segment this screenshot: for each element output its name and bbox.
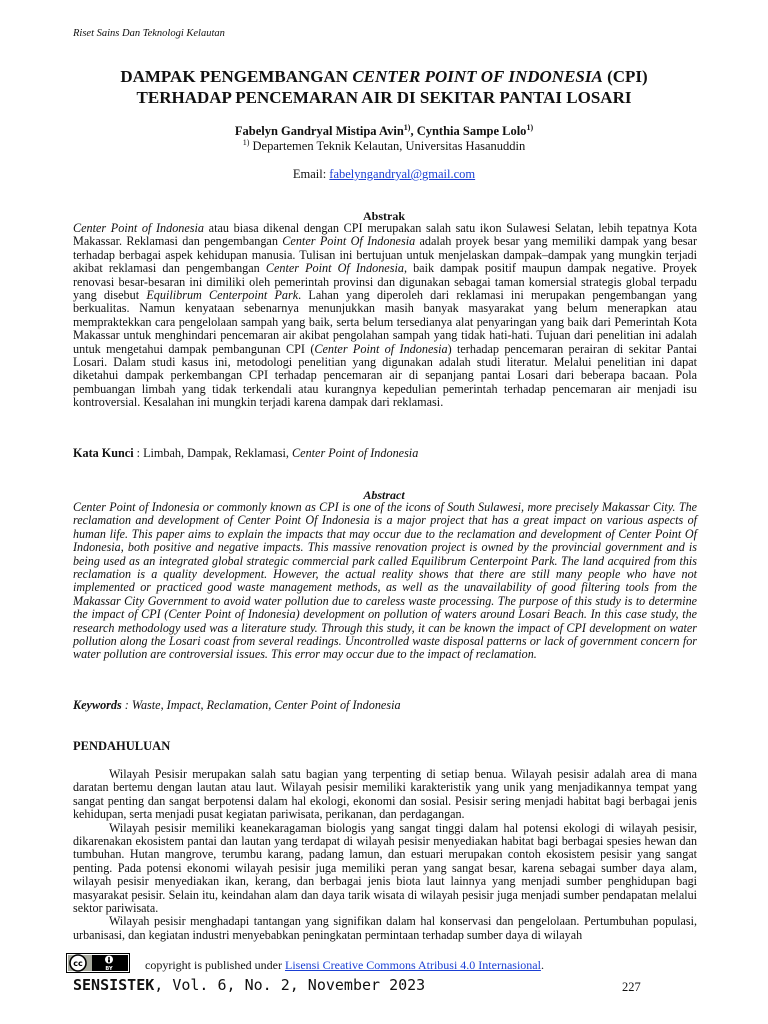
journal-volume: , Vol. 6, No. 2, November 2023 xyxy=(154,976,426,994)
title-line1-italic: CENTER POINT OF INDONESIA xyxy=(352,67,603,86)
page-number: 227 xyxy=(622,980,641,994)
keywords-id-separator: : xyxy=(133,446,144,460)
keywords-id xyxy=(73,446,697,461)
abstract-en-heading: Abstract xyxy=(363,488,405,502)
title-line2: TERHADAP PENCEMARAN AIR DI SEKITAR PANTAI LOSARI xyxy=(136,88,632,107)
author-separator: , xyxy=(410,124,417,139)
abstract-id-italic-2: Center Point Of Indonesia xyxy=(282,234,416,249)
affiliation-mark: 1) xyxy=(242,138,250,147)
paper-title xyxy=(60,66,708,108)
email-line xyxy=(60,167,708,182)
email-link[interactable]: fabelyngandryal@gmail.com xyxy=(329,167,476,181)
author-list xyxy=(60,123,708,139)
copyright-notice xyxy=(145,958,544,973)
author-2-affiliation-mark: 1) xyxy=(526,123,534,132)
introduction-body xyxy=(73,768,697,942)
journal-name: SENSISTEK xyxy=(73,976,155,994)
keywords-id-terms-italic: Center Point of Indonesia xyxy=(292,446,419,460)
abstract-id-part-2: adalah proyek besar yang memiliki dampak yang besar terhadap berbagai aspek kehidupan manusia. Tulisan ini bertujuan untuk menjelaskan dampak–dampak yang mungkin terjadi akibat reklamasi dan pengembangan xyxy=(73,234,697,276)
email-label: Email: xyxy=(292,167,330,181)
author-2: Cynthia Sampe Lolo xyxy=(416,124,527,139)
keywords-en xyxy=(73,698,697,713)
abstract-id-part-4: . Lahan yang diperoleh dari reklamasi ini merupakan pengembangan yang berkualitas. Namun kenyataan sebenarnya menunjukkan masih banyak masyarakat yang belum menerapkan atau mempraktekkan cara pengelolaan sampah yang baik, serta belum tersedianya alat penyaringan yang baik dari Pemerintah Kota Makassar untuk menghindari pencemaran air akibat pengolahan sampah yang tidak hati-hati. Tujuan dari penelitian ini adalah untuk mengetahui dampak pembangunan CPI ( xyxy=(73,288,697,356)
author-1: Fabelyn Gandryal Mistipa Avin xyxy=(234,124,404,139)
journal-citation xyxy=(73,976,425,994)
license-link[interactable]: Lisensi Creative Commons Atribusi 4.0 Internasional xyxy=(284,958,541,972)
by-icon-label: BY xyxy=(105,966,113,972)
abstract-id-italic-4: Equilibrum Centerpoint Park xyxy=(146,288,299,303)
keywords-en-terms: Waste, Impact, Reclamation, Center Point of Indonesia xyxy=(131,698,401,712)
author-1-affiliation-mark: 1) xyxy=(403,123,411,132)
keywords-en-separator: : xyxy=(121,698,132,712)
title-line1-suffix: (CPI) xyxy=(602,67,648,86)
section-heading: PENDAHULUAN xyxy=(73,739,171,753)
keywords-en-label: Keywords xyxy=(73,698,122,712)
paragraph: Wilayah Pesisir merupakan salah satu bagian yang terpenting di setiap benua. Wilayah pesisir adalah area di mana daratan bertemu dengan lautan atau laut. Wilayah pesisir memiliki karakteristik yang unik yang menjadikannya tempat yang sangat penting dan sangat berpotensi dalam hal ekologi, ekonomi dan sosial. Pesisir sering menjadi habitat bagi berbagai jenis kehidupan, serta menjadi pusat kegiatan pariwisata, perikanan, dan perdagangan. xyxy=(73,767,697,822)
keywords-id-label: Kata Kunci xyxy=(73,446,134,460)
abstract-id-text xyxy=(73,222,697,410)
abstract-id-italic-3: Center Point Of Indonesia xyxy=(265,261,404,276)
affiliation xyxy=(60,138,708,154)
abstract-id-part-5: ) terhadap pencemaran perairan di sekitar Pantai Losari. Dalam studi kasus ini, metodologi penelitian yang digunakan adalah studi literatur. Melalui penelitian ini dapat diketahui dampak perkembangan CPI terhadap pencemaran air di sepanjang pantai Losari dari beberapa bacaan. Pola pembuangan limbah yang tidak terkendali atau kurangnya kepedulian pemerintah terhadap pencemaran air menjadi isu kontroversial. Kesalahan ini mungkin terjadi karena dampak dari reklamasi. xyxy=(73,341,697,410)
copyright-text: copyright is published under xyxy=(145,958,285,972)
abstract-id-italic-1: Center Point of Indonesia xyxy=(73,221,205,235)
copyright-end: . xyxy=(540,958,544,972)
abstract-en-text: Center Point of Indonesia or commonly known as CPI is one of the icons of South Sulawesi, more precisely Makassar City. The reclamation and development of Center Point Of Indonesia is a major project that has a great impact on various aspects of human life. This paper aims to explain the impacts that may occur due to the reclamation and development of Center Point Of Indonesia, both positive and negative impacts. This massive renovation project is owned by the provincial government and is being used as an integrated global strategic commercial park called Equilibrum Centerpoint Park. The land acquired from this reclamation is a quality development. However, the actual reality shows that there are still many people who have not implemented or practiced good waste management methods, as well as the unavailability of good filtering tools from the Makassar City Government to avoid water pollution due to careless waste processing. The purpose of this study is to determine the impact of CPI (Center Point of Indonesia) development on pollution of waters around Losari Beach. In this case study, the research methodology used was a literature study. Through this study, it can be known the impact of CPI development on water pollution along the Losari coast from several readings. Uncontrolled waste disposal patterns or lack of government concern for water pollution are controversial issues. This error may occur due to the impact of reclamation. xyxy=(73,500,697,662)
cc-icon-label: cc xyxy=(73,959,83,968)
abstract-id-part-3: , baik dampak positif maupun dampak negative. Proyek renovasi besar-besaran ini dimiliki oleh pemerintah provinsi dan digunakan sebagai taman komersial strategis global terpadu yang disebut xyxy=(73,261,697,303)
running-header: Riset Sains Dan Teknologi Kelautan xyxy=(73,28,225,39)
affiliation-text: Departemen Teknik Kelautan, Universitas Hasanuddin xyxy=(249,139,526,154)
abstract-id-italic-5: Center Point of Indonesia xyxy=(314,341,448,356)
abstract-id-part-1: atau biasa dikenal dengan CPI merupakan salah satu ikon Sulawesi Selatan, lebih tepatnya Kota Makassar. Reklamasi dan pengembangan xyxy=(73,221,698,249)
cc-by-license-icon[interactable] xyxy=(66,953,130,973)
abstract-id-heading: Abstrak xyxy=(362,209,405,223)
paragraph: Wilayah pesisir menghadapi tantangan yang signifikan dalam hal konservasi dan pengelolaan. Pertumbuhan populasi, urbanisasi, dan kegiatan industri menyebabkan peningkatan permintaan terhadap sumber daya di wilayah xyxy=(73,914,697,942)
title-line1-prefix: DAMPAK PENGEMBANGAN xyxy=(120,67,353,86)
paragraph: Wilayah pesisir memiliki keanekaragaman biologis yang sangat tinggi dalam hal potensi ekologi di wilayah pesisir, dikarenakan ekosistem pantai dan lautan yang terdapat di wilayah pesisir menyediakan habitat bagi berbagai spesies hewan dan tumbuhan. Hutan mangrove, terumbu karang, padang lamun, dan estuari merupakan contoh ekosistem pesisir yang sangat penting. Pada potensi ekonomi wilayah pesisir juga memiliki peran yang sangat besar, karena sebagai sumber daya alam, wilayah pesisir menyediakan ikan, kerang, dan berbagai jenis biota laut lainnya yang menjadi sumber penghidupan bagi masyarakat pesisir. Selain itu, keindahan alam dan daya tarik wisata di wilayah pesisir juga menjadi sumber pendapatan melalui sektor pariwisata. xyxy=(73,820,697,916)
keywords-id-terms: Limbah, Dampak, Reklamasi, xyxy=(143,446,293,460)
